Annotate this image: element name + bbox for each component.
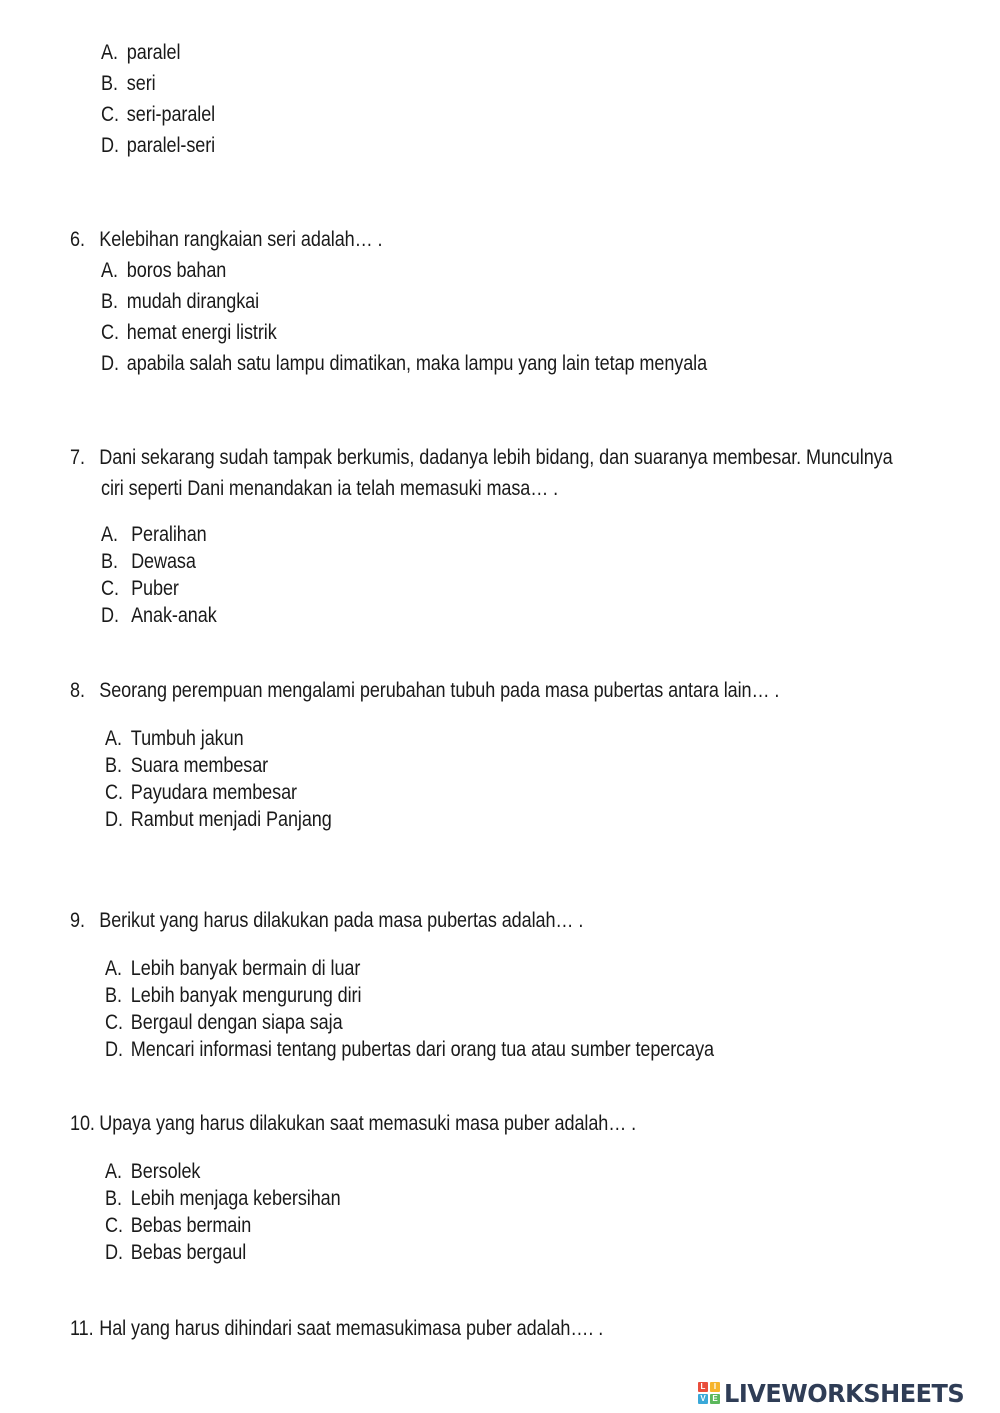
question-text: Berikut yang harus dilakukan pada masa pubertas adalah… . [99,909,584,932]
option-letter: C. [105,781,123,804]
option-letter: A. [105,1160,122,1183]
option-text: Lebih banyak bermain di luar [130,957,361,980]
option-q5-d[interactable] [101,133,215,159]
question-text-line2: ciri seperti Dani menandakan ia telah memasuki masa… . [101,477,559,500]
question-number: 6. [70,228,85,251]
option-letter: A. [101,259,118,282]
option-text: mudah dirangkai [126,290,260,313]
option-text: paralel-seri [126,134,216,157]
option-text: Bebas bermain [130,1214,252,1237]
question-text: Upaya yang harus dilakukan saat memasuki masa puber adalah… . [99,1112,637,1135]
question-number: 10. [70,1112,95,1135]
liveworksheets-logo[interactable] [698,1378,974,1408]
option-q7-a[interactable] [101,522,207,548]
option-q9-b[interactable] [105,983,361,1009]
option-q10-c[interactable] [105,1213,251,1239]
option-text: Payudara membesar [130,781,297,804]
option-letter: A. [101,523,118,546]
option-letter: A. [105,727,122,750]
option-letter: C. [105,1214,123,1237]
option-text: Dewasa [131,550,196,573]
option-q10-b[interactable] [105,1186,341,1212]
logo-text: LIVEWORKSHEETS [724,1378,965,1408]
question-10 [70,1111,636,1137]
question-text: Hal yang harus dihindari saat memasukimasa puber adalah…. . [99,1317,604,1340]
option-text: boros bahan [126,259,227,282]
option-letter: A. [105,957,122,980]
option-q7-d[interactable] [101,603,217,629]
logo-tile-l: L [698,1382,708,1392]
option-q8-a[interactable] [105,726,244,752]
option-text: Bergaul dengan siapa saja [130,1011,343,1034]
option-text: Anak-anak [131,604,217,627]
option-text: Mencari informasi tentang pubertas dari orang tua atau sumber tepercaya [130,1038,714,1061]
option-letter: C. [101,321,119,344]
option-q10-d[interactable] [105,1240,246,1266]
question-text: Kelebihan rangkaian seri adalah… . [99,228,383,251]
option-text: apabila salah satu lampu dimatikan, maka lampu yang lain tetap menyala [126,352,708,375]
option-text: hemat energi listrik [126,321,277,344]
option-q9-a[interactable] [105,956,360,982]
option-q6-d[interactable] [101,351,707,377]
question-11 [70,1316,603,1342]
option-text: Bersolek [130,1160,201,1183]
option-letter: B. [101,72,118,95]
option-letter: D. [105,1038,123,1061]
option-text: Lebih banyak mengurung diri [130,984,362,1007]
option-letter: B. [105,1187,122,1210]
option-q5-a[interactable] [101,40,180,66]
option-letter: B. [105,754,122,777]
option-text: Bebas bergaul [130,1241,247,1264]
option-q6-b[interactable] [101,289,259,315]
option-letter: B. [101,550,118,573]
option-q10-a[interactable] [105,1159,200,1185]
option-letter: D. [105,808,123,831]
option-text: paralel [126,41,181,64]
logo-tile-e: E [710,1394,720,1404]
option-q8-d[interactable] [105,807,332,833]
question-number: 11. [70,1317,94,1340]
option-q8-c[interactable] [105,780,297,806]
option-text: Suara membesar [130,754,269,777]
question-9 [70,908,583,934]
option-letter: D. [101,352,119,375]
option-q8-b[interactable] [105,753,268,779]
question-number: 9. [70,909,85,932]
option-text: Lebih menjaga kebersihan [130,1187,341,1210]
option-q9-d[interactable] [105,1037,714,1063]
logo-tile-i: I [710,1382,720,1392]
option-q7-c[interactable] [101,576,179,602]
option-text: seri [126,72,156,95]
option-text: Tumbuh jakun [130,727,244,750]
option-q5-b[interactable] [101,71,156,97]
question-number: 8. [70,679,85,702]
question-7 [70,445,893,471]
option-letter: A. [101,41,118,64]
option-text: Peralihan [131,523,207,546]
option-q9-c[interactable] [105,1010,343,1036]
question-8 [70,678,779,704]
question-6 [70,227,382,253]
option-letter: D. [101,134,119,157]
option-letter: B. [105,984,122,1007]
logo-tile-v: V [698,1394,708,1404]
option-letter: C. [101,103,119,126]
option-letter: C. [101,577,119,600]
question-7-continuation [101,476,558,502]
option-q5-c[interactable] [101,102,215,128]
option-text: Rambut menjadi Panjang [130,808,332,831]
option-letter: C. [105,1011,123,1034]
question-text: Seorang perempuan mengalami perubahan tubuh pada masa pubertas antara lain… . [99,679,780,702]
option-q6-c[interactable] [101,320,277,346]
option-text: seri-paralel [126,103,216,126]
question-number: 7. [70,446,85,469]
option-letter: D. [105,1241,123,1264]
option-letter: B. [101,290,118,313]
question-text-line1: Dani sekarang sudah tampak berkumis, dadanya lebih bidang, dan suaranya membesar. Munculnya [99,446,893,469]
option-q6-a[interactable] [101,258,226,284]
option-letter: D. [101,604,119,627]
option-q7-b[interactable] [101,549,196,575]
option-text: Puber [131,577,179,600]
logo-icon [698,1382,720,1404]
